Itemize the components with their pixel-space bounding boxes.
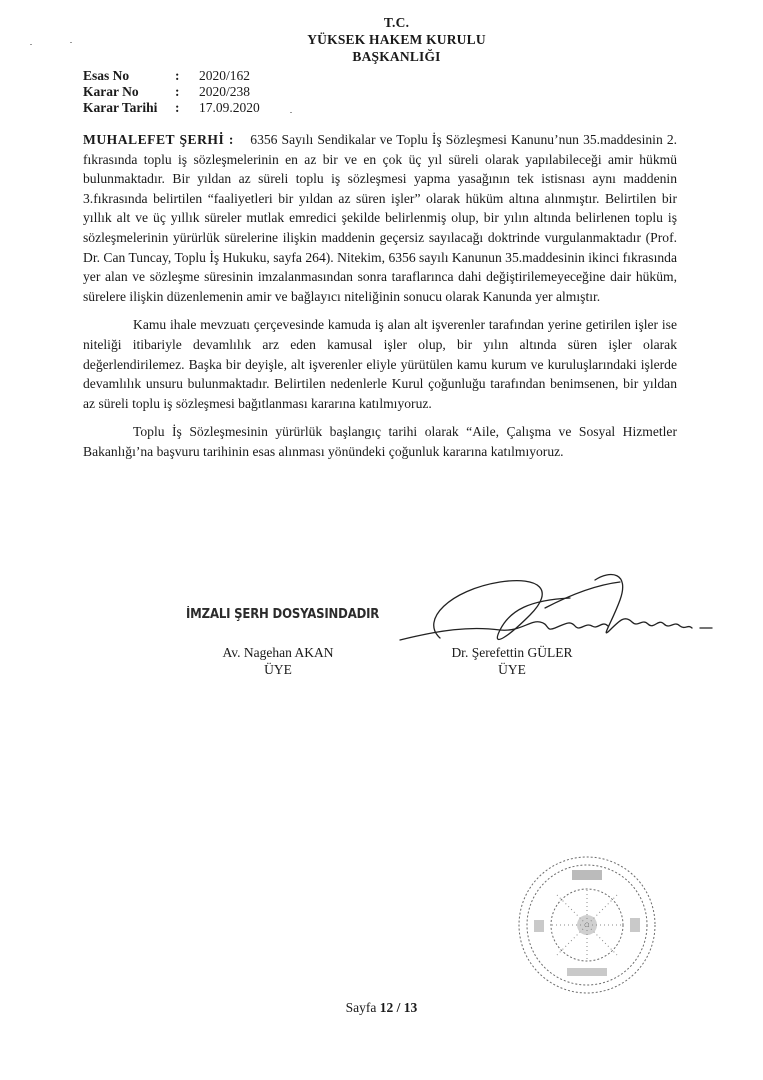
page-number: 12 / 13	[379, 1000, 418, 1015]
page-label: Sayfa	[345, 1000, 377, 1015]
esas-value: 2020/162	[199, 68, 251, 83]
esas-row	[83, 68, 260, 84]
karar-label: Karar No	[83, 84, 139, 99]
signatory-2	[432, 644, 592, 678]
header-tc: T.C.	[383, 15, 410, 30]
tarih-label: Karar Tarihi	[83, 100, 158, 115]
paragraph-1	[83, 130, 677, 306]
signatory-1-name: Av. Nagehan AKAN	[222, 645, 334, 660]
signed-dissent-stamp: İMZALI ŞERH DOSYASINDADIR	[186, 607, 380, 622]
dissent-heading: MUHALEFET ŞERHİ :	[83, 132, 234, 147]
case-metadata	[83, 68, 260, 116]
page-footer	[0, 1000, 763, 1016]
scan-speck	[30, 44, 32, 45]
signatory-1-title: ÜYE	[264, 662, 292, 677]
colon: :	[175, 100, 180, 115]
signatory-1	[198, 644, 358, 678]
scan-speck	[70, 42, 72, 43]
colon: :	[175, 84, 180, 99]
esas-label: Esas No	[83, 68, 130, 83]
colon: :	[175, 68, 180, 83]
tarih-row	[83, 100, 260, 116]
document-body	[83, 130, 677, 471]
official-seal-stamp	[512, 850, 662, 1000]
paragraph-3: Toplu İş Sözleşmesinin yürürlük başlangıç tarihi olarak “Aile, Çalışma ve Sosyal Hizmetler Bakanlığı’na başvuru tarihinin esas alınması yönündeki çoğunluk kararına katılmıyoruz.	[83, 424, 677, 459]
signatory-2-title: ÜYE	[498, 662, 526, 677]
tarih-value: 17.09.2020	[199, 100, 260, 115]
scan-speck	[290, 112, 292, 113]
document-header	[0, 14, 763, 65]
paragraph-1-text: 6356 Sayılı Sendikalar ve Toplu İş Sözleşmesi Kanunu’nun 35.maddesinin 2. fıkrasında toplu iş sözleşmelerinin en az bir ve en çok üç yıl süreli olarak yapılabileceği amir hükmü bulunmaktadır. Bir yıldan az süreli toplu iş sözleşmesi yapma yasağının tek istisnası aynı maddenin 3.fıkrasında belirtilen “faaliyetleri bir yıldan az süren işler” olarak hüküm altına alınmıştır. Belirtilen bir yıllık alt ve üç yıllık süreler mutlak emredici şekilde belirlenmiş olup, bir yılın altında belirlenen toplu iş sözleşmelerinin yürürlük sürelerine ilişkin maddenin geçersiz sayılacağı doktrinde vurgulanmaktadır (Prof. Dr. Can Tuncay, Toplu İş Hukuku, sayfa 264). Nitekim, 6356 sayılı Kanunun 35.maddesinin ikinci fıkrasında yer alan ve sözleşme süresinin imzalanmasından sonra taraflarınca dahi değiştirilemeyeceğine dair hüküm, sürelere ilişkin düzenlemenin amir ve bağlayıcı niteliğinin sonucu olarak Kanunda yer almıştır.	[83, 132, 678, 304]
header-presidency: BAŞKANLIĞI	[352, 49, 441, 64]
karar-value: 2020/238	[199, 84, 251, 99]
paragraph-2: Kamu ihale mevzuatı çerçevesinde kamuda iş alan alt işverenler tarafından yerine getirilen işler ise niteliği itibariyle devamlılık arz eden kamusal işler olup, bir yılın altında süren işler olarak değerlendirilemez. Başka bir deyişle, alt işverenler eliyle yürütülen kamu kurum ve kuruluşlarındaki işlerde devamlılık unsuru bulunmaktadır. Belirtilen nedenlerle Kurul çoğunluğu tarafından benimsenen, bir yıldan az süreli toplu iş sözleşmesi bağıtlanması kararına katılmıyoruz.	[83, 317, 677, 411]
signatory-2-name: Dr. Şerefettin GÜLER	[451, 645, 573, 660]
header-institution: YÜKSEK HAKEM KURULU	[307, 32, 486, 47]
karar-row	[83, 84, 260, 100]
